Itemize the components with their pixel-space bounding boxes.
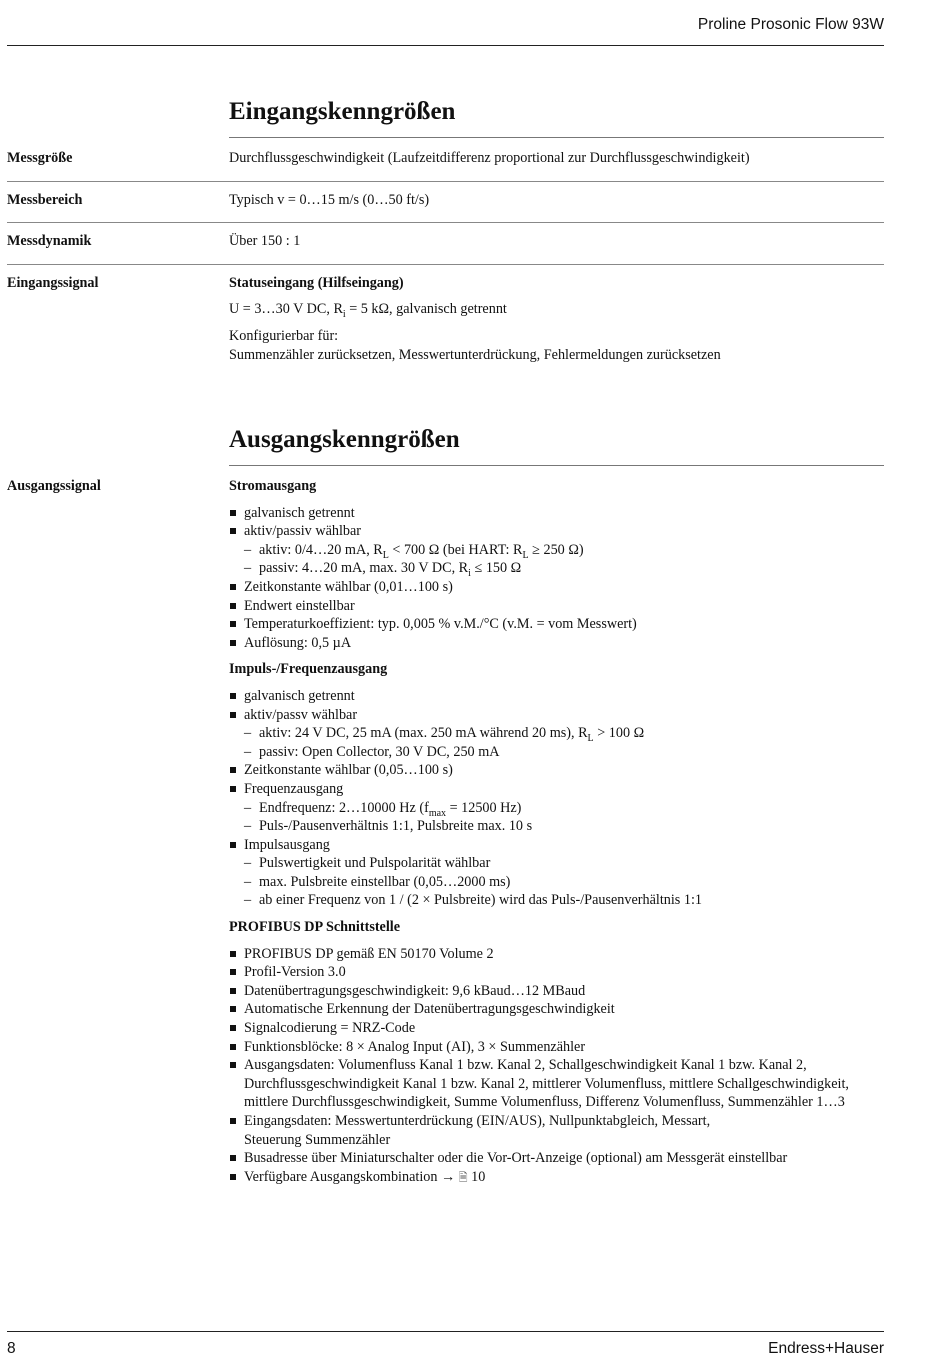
page-footer [7, 1331, 884, 1359]
sub-list [244, 541, 884, 578]
page-reference[interactable]: 10 [471, 1168, 486, 1185]
brand-name: Endress+Hauser [768, 1340, 884, 1357]
list-item: Zeitkonstante wählbar (0,05…100 s) [229, 761, 884, 780]
sub-list-item: – aktiv: 24 V DC, 25 mA (max. 250 mA während 20 ms), $R_L > 100$ Ω [244, 724, 884, 743]
list-item: Impulsausgang – Pulswertigkeit und Pulspolarität wählbar – max. Pulsbreite einstellbar (0,05…2000 ms) – ab einer Frequenz von 1 / (2 × Pulsbreite) wird das Puls-/Pausenverhältnis 1:1 [229, 836, 884, 910]
document-reference-icon: 🗎 [458, 1171, 468, 1184]
row-content: Typisch v = 0…15 m/s (0…50 ft/s) [229, 191, 430, 208]
list-item: Automatische Erkennung der Datenübertragungsgeschwindigkeit [229, 1000, 884, 1019]
list-item: Verfügbare Ausgangskombination → 🗎 10 [229, 1168, 884, 1188]
list-item: aktiv/passiv wählbar – aktiv: 0/4…20 mA, $R_L < 700$ Ω (bei HART: $R_L \ge 250$ Ω) – passiv: 4…20 mA, max. 30 V DC, $R_i \le 150$ Ω [229, 522, 884, 578]
current-output-list [229, 504, 884, 653]
list-item: Busadresse über Miniaturschalter oder die Vor-Ort-Anzeige (optional) am Messgerät einstellbar [229, 1149, 884, 1168]
product-name: Proline Prosonic Flow 93W [697, 16, 884, 33]
sub-list [244, 724, 884, 761]
list-item: Auflösung: 0,5 µA [229, 634, 884, 653]
sub-list-item: – passiv: Open Collector, 30 V DC, 250 mA [244, 743, 884, 762]
subheading-stromausgang: Stromausgang [229, 478, 317, 494]
sub-list-item: – passiv: 4…20 mA, max. 30 V DC, $R_i \le 150$ Ω [244, 559, 884, 578]
row-label: Messgröße [7, 150, 73, 166]
list-item: Temperaturkoeffizient: typ. 0,005 % v.M./°C (v.M. = vom Messwert) [229, 615, 884, 634]
list-item: galvanisch getrennt [229, 687, 884, 706]
sub-list-item: – max. Pulsbreite einstellbar (0,05…2000 ms) [244, 873, 884, 892]
input-rows [7, 140, 884, 385]
row-label: Eingangssignal [7, 274, 99, 291]
config-text: Konfigurierbar für: Summenzähler zurücksetzen, Messwertunterdrückung, Fehlermeldungen zurücksetzen [229, 327, 721, 363]
list-item: galvanisch getrennt [229, 504, 884, 523]
row-eingangssignal [7, 265, 884, 385]
sub-list [244, 854, 884, 910]
list-item: Datenübertragungsgeschwindigkeit: 9,6 kBaud…12 MBaud [229, 982, 884, 1001]
list-item: Frequenzausgang – Endfrequenz: 2…10000 Hz ($f_{max} = 12500$ Hz) – Puls-/Pausenverhältnis 1:1, Pulsbreite max. 10 s [229, 780, 884, 836]
sub-list-item: – aktiv: 0/4…20 mA, $R_L < 700$ Ω (bei HART: $R_L \ge 250$ Ω) [244, 541, 884, 560]
list-item: Zeitkonstante wählbar (0,01…100 s) [229, 578, 884, 597]
pulse-output-list [229, 687, 884, 910]
list-item: Endwert einstellbar [229, 597, 884, 616]
output-rows [7, 468, 884, 1208]
subheading-impulsausgang: Impuls-/Frequenzausgang [229, 661, 388, 678]
profibus-list [229, 945, 884, 1188]
voltage-spec: U = 3…30 V DC, $R_i = 5$ kΩ, galvanisch getrennt [229, 301, 507, 321]
subheading-profibus: PROFIBUS DP Schnittstelle [229, 919, 401, 936]
row-messgroesse [7, 140, 884, 182]
row-label: Messbereich [7, 191, 83, 208]
row-content [229, 274, 884, 364]
page-number: 8 [7, 1340, 16, 1357]
sub-list-item: – Endfrequenz: 2…10000 Hz ($f_{max} = 12500$ Hz) [244, 799, 884, 818]
row-messbereich [7, 182, 884, 224]
page-header [7, 16, 884, 46]
sub-list-item: – ab einer Frequenz von 1 / (2 × Pulsbreite) wird das Puls-/Pausenverhältnis 1:1 [244, 891, 884, 910]
list-item: Signalcodierung = NRZ-Code [229, 1019, 884, 1038]
list-item: Profil-Version 3.0 [229, 963, 884, 982]
sub-list [244, 799, 884, 836]
row-content [229, 477, 884, 1187]
output-section-title: Ausgangskenngrößen [229, 425, 884, 466]
list-item: Eingangsdaten: Messwertunterdrückung (EIN/AUS), Nullpunktabgleich, Messart, Steuerung Summenzähler [229, 1112, 884, 1149]
row-label: Messdynamik [7, 233, 92, 250]
row-messdynamik [7, 223, 884, 265]
row-content: Über 150 : 1 [229, 233, 301, 250]
sub-list-item: – Pulswertigkeit und Pulspolarität wählbar [244, 854, 884, 873]
list-item: PROFIBUS DP gemäß EN 50170 Volume 2 [229, 945, 884, 964]
list-item: Funktionsblöcke: 8 × Analog Input (AI), 3 × Summenzähler [229, 1038, 884, 1057]
input-section-title: Eingangskenngrößen [229, 97, 884, 138]
sub-list-item: – Puls-/Pausenverhältnis 1:1, Pulsbreite max. 10 s [244, 817, 884, 836]
list-item: Ausgangsdaten: Volumenfluss Kanal 1 bzw. Kanal 2, Schallgeschwindigkeit Kanal 1 bzw. Kanal 2, Durchflussgeschwindigkeit Kanal 1 bzw. Kanal 2, mittlerer Volumenfluss, mittlere Schallgeschwindigkeit, mittlere Durchflussgeschwindigkeit, Summe Volumenfluss, Differenz Volumenfluss, Summenzähler 1…3 [229, 1056, 884, 1112]
row-ausgangssignal [7, 468, 884, 1208]
row-content: Durchflussgeschwindigkeit (Laufzeitdifferenz proportional zur Durchflussgeschwindigkeit) [229, 150, 750, 166]
list-item: aktiv/passv wählbar – aktiv: 24 V DC, 25 mA (max. 250 mA während 20 ms), $R_L > 100$ Ω – passiv: Open Collector, 30 V DC, 250 mA [229, 706, 884, 762]
subheading-statuseingang: Statuseingang (Hilfseingang) [229, 274, 404, 291]
row-label: Ausgangssignal [7, 478, 101, 494]
